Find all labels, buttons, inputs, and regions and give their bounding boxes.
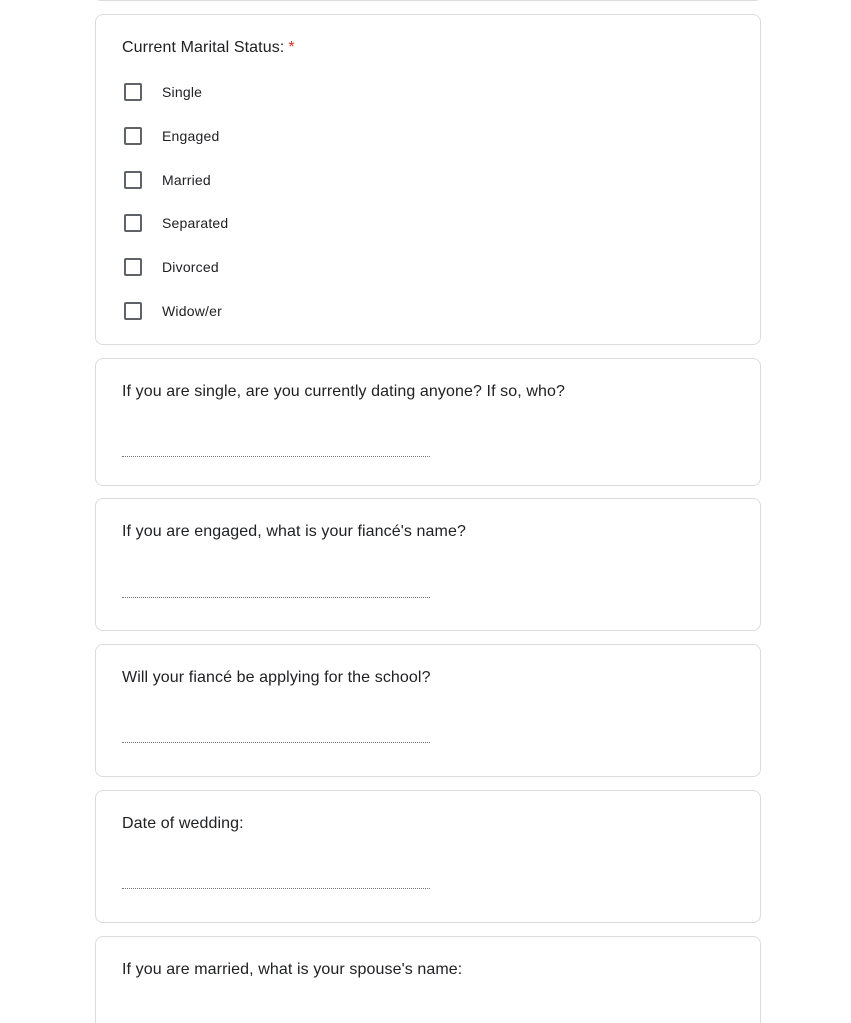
- option-label-engaged: Engaged: [162, 128, 220, 144]
- previous-question-card: [95, 0, 761, 1]
- wedding-date-answer-input[interactable]: [122, 868, 430, 889]
- fiance-applying-question-card: [95, 644, 761, 777]
- dating-question-card: [95, 358, 761, 486]
- dating-question: If you are single, are you currently dating anyone? If so, who?: [122, 383, 566, 400]
- marital-status-card: [95, 14, 761, 345]
- checkbox-widower[interactable]: [124, 302, 142, 320]
- marital-status-question-text: Current Marital Status:: [122, 39, 285, 56]
- option-divorced[interactable]: [124, 256, 219, 278]
- checkbox-engaged[interactable]: [124, 127, 142, 145]
- option-widower[interactable]: [124, 300, 222, 322]
- checkbox-married[interactable]: [124, 171, 142, 189]
- option-label-separated: Separated: [162, 215, 229, 231]
- fiance-applying-answer-input[interactable]: [122, 722, 430, 743]
- fiance-name-question: If you are engaged, what is your fiancé's name?: [122, 523, 466, 540]
- option-married[interactable]: [124, 169, 211, 191]
- option-label-married: Married: [162, 172, 211, 188]
- option-single[interactable]: [124, 81, 202, 103]
- option-engaged[interactable]: [124, 125, 219, 147]
- marital-status-question: [122, 38, 295, 58]
- wedding-date-question-card: [95, 790, 761, 923]
- spouse-name-question-card: [95, 936, 761, 1023]
- checkbox-divorced[interactable]: [124, 258, 142, 276]
- checkbox-separated[interactable]: [124, 214, 142, 232]
- option-label-single: Single: [162, 84, 203, 100]
- fiance-applying-question: Will your fiancé be applying for the school?: [122, 669, 431, 686]
- dating-answer-input[interactable]: [122, 436, 430, 457]
- spouse-name-question: If you are married, what is your spouse's name:: [122, 961, 463, 978]
- fiance-name-answer-input[interactable]: [122, 577, 430, 598]
- fiance-name-question-card: [95, 498, 761, 631]
- option-label-widower: Widow/er: [162, 303, 222, 319]
- checkbox-single[interactable]: [124, 83, 142, 101]
- option-separated[interactable]: [124, 212, 228, 234]
- wedding-date-question: Date of wedding:: [122, 815, 244, 832]
- required-asterisk: *: [288, 39, 295, 56]
- option-label-divorced: Divorced: [162, 259, 219, 275]
